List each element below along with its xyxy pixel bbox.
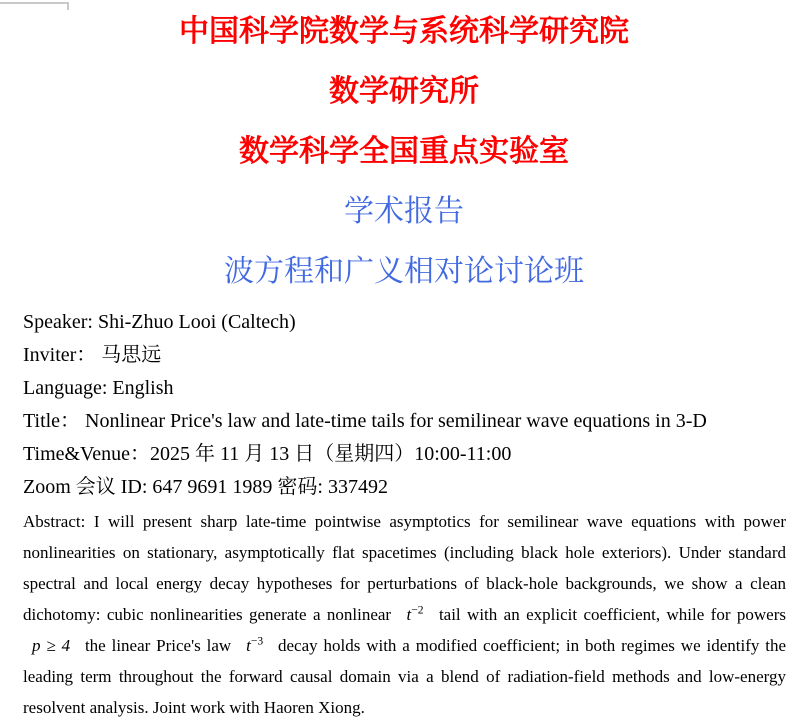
- inline-math: $t^{-2}$: [406, 603, 424, 624]
- abstract-line: [23, 630, 786, 661]
- document-headings: [0, 0, 808, 302]
- red-headings: [0, 2, 808, 182]
- detail-line: Time&Venue：2025 年 11 月 13 日（星期四）10:00-11:00: [23, 443, 512, 465]
- detail-line: Language: English: [23, 377, 174, 399]
- abstract-line: [23, 568, 786, 599]
- seminar-details: [23, 306, 786, 504]
- abstract-paragraph: [23, 506, 786, 723]
- abstract-text: resolvent analysis. Joint work with Haoren Xiong.: [23, 698, 365, 717]
- abstract-text: nonlinearities on stationary, asymptotically flat spacetimes (including black hole exteriors). Under standard: [23, 543, 786, 562]
- detail-line: Inviter： 马思远: [23, 344, 162, 366]
- blue-headings: [0, 182, 808, 302]
- heading-red-line: 中国科学院数学与系统科学研究院: [179, 15, 629, 48]
- inline-math: p ≥ 4: [32, 636, 71, 655]
- abstract-text: dichotomy: cubic nonlinearities generate a nonlinear: [23, 605, 392, 624]
- abstract-line: [23, 692, 786, 723]
- abstract-line: [23, 599, 786, 630]
- heading-red-line: 数学科学全国重点实验室: [239, 135, 569, 168]
- abstract-text: tail with an explicit coefficient, while for powers: [438, 605, 787, 624]
- abstract-line: [23, 506, 786, 537]
- abstract-line: [23, 661, 786, 692]
- abstract-text: Abstract: I will present sharp late-time pointwise asymptotics for semilinear wave equations with power: [23, 512, 786, 531]
- detail-line: Zoom 会议 ID: 647 9691 1989 密码: 337492: [23, 476, 388, 498]
- abstract-text: the linear Price's law: [84, 636, 232, 655]
- heading-blue-line: 学术报告: [344, 195, 464, 228]
- table-corner-mark: [0, 2, 69, 4]
- inline-math: $t^{-3}$: [246, 634, 264, 655]
- abstract-line: [23, 537, 786, 568]
- detail-line: Speaker: Shi-Zhuo Looi (Caltech): [23, 311, 296, 333]
- abstract-text: decay holds with a modified coefficient; in both regimes we identify the: [277, 636, 787, 655]
- detail-line: Title： Nonlinear Price's law and late-time tails for semilinear wave equations in 3-D: [23, 410, 707, 432]
- heading-red-line: 数学研究所: [329, 75, 479, 108]
- abstract-text: leading term throughout the forward causal domain via a blend of radiation-field methods and low-energy: [23, 667, 786, 686]
- abstract-text: spectral and local energy decay hypotheses for perturbations of black-hole backgrounds, we show a clean: [23, 574, 786, 593]
- heading-blue-line: 波方程和广义相对论讨论班: [224, 255, 584, 288]
